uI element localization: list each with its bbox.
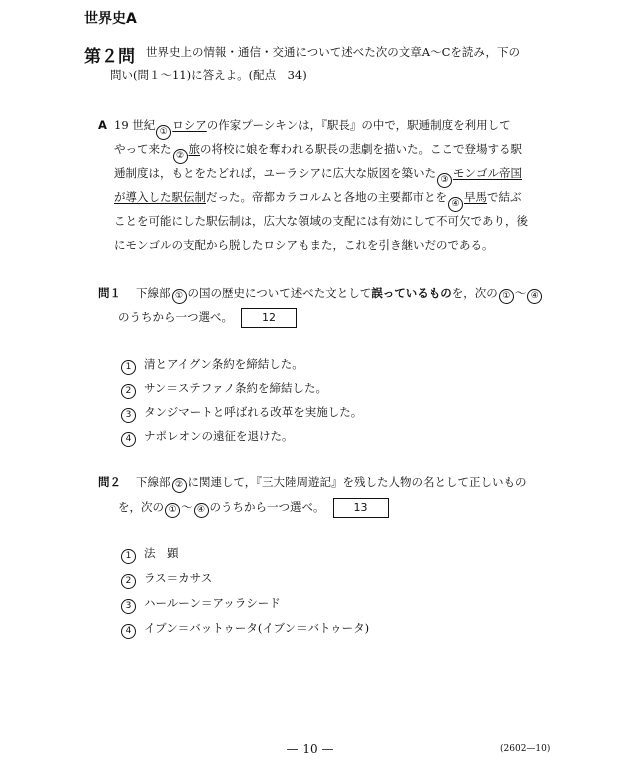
passage-line-4: が導入した駅伝制だった。帝都カラコルムと各地の主要都市とを ④ 早馬で結ぶ <box>114 190 522 212</box>
q1-marker: ① <box>172 289 187 304</box>
subject-heading: 世界史A <box>84 11 137 27</box>
underline-mongol-empire: モンゴル帝国 <box>453 166 522 180</box>
q2-option-4[interactable]: 4 イブン＝バットゥータ(イブン＝バトゥータ) <box>120 620 369 639</box>
q1-answer-box[interactable]: 12 <box>241 308 297 328</box>
page-number: — 10 — <box>286 742 334 756</box>
q2-label: 問２ <box>98 475 121 489</box>
passage-line-1: 19 世紀 ① ロシアの作家プーシキンは，『駅長』の中で，駅逓制度を利用して <box>114 118 511 140</box>
q1-option-1[interactable]: 1 清とアイグン条約を締結した。 <box>120 356 304 375</box>
q1-stem-line2: のうちから一つ選べ。 12 <box>118 308 297 328</box>
underline-travel: 旅 <box>188 142 200 156</box>
q1-option-3[interactable]: 3 タンジマートと呼ばれる改革を実施した。 <box>120 404 362 423</box>
passage-line-6: にモンゴルの支配から脱したロシアもまた，これを引き継いだのである。 <box>114 238 494 252</box>
passage-line-5: ことを可能にした駅伝制は，広大な領域の支配には有効にして不可欠であり，後 <box>114 214 528 228</box>
underline-marker-3: ③ <box>437 173 452 188</box>
question-intro-line1: 世界史上の情報・通信・交通について述べた次の文章A～Cを読み，下の <box>146 45 521 59</box>
underline-relay-system: が導入した駅伝制 <box>114 190 206 204</box>
q1-emphasis: 誤っているもの <box>371 286 452 300</box>
q2-stem-line1: 下線部 ② に関連して，『三大陸周遊記』を残した人物の名として正しいもの <box>136 475 527 493</box>
q1-option-4[interactable]: 4 ナポレオンの遠征を退けた。 <box>120 428 294 447</box>
q2-option-2[interactable]: 2 ラス＝カサス <box>120 570 212 589</box>
underline-marker-2: ② <box>173 149 188 164</box>
underline-marker-4: ④ <box>448 197 463 212</box>
passage-line-2: やって来た ② 旅の将校に娘を奪われる駅長の悲劇を描いた。ここで登場する駅 <box>114 142 522 164</box>
q2-stem-line2: を，次の ① ～ ④ のうちから一つ選べ。 13 <box>118 498 389 518</box>
q1-stem-line1: 下線部 ① の国の歴史について述べた文として誤っているものを，次の ① ～ ④ <box>136 286 543 304</box>
question-intro-line2: 問い(問１～11)に答えよ。(配点 34) <box>110 68 307 82</box>
question-number: 第２問 <box>84 47 135 67</box>
q2-answer-box[interactable]: 13 <box>333 498 389 518</box>
q2-marker: ② <box>172 478 187 493</box>
q2-option-1[interactable]: 1 法 顕 <box>120 545 179 564</box>
passage-line-3: 逓制度は，もとをたどれば，ユーラシアに広大な版図を築いた ③ モンゴル帝国 <box>114 166 522 188</box>
underline-marker-1: ① <box>156 125 171 140</box>
underline-russia: ロシア <box>172 118 207 132</box>
q1-option-2[interactable]: 2 サン＝ステファノ条約を締結した。 <box>120 380 327 399</box>
underline-fast-horse: 早馬 <box>464 190 488 204</box>
passage-label: A <box>98 118 107 132</box>
q1-label: 問１ <box>98 286 121 300</box>
q2-option-3[interactable]: 3 ハールーン＝アッラシード <box>120 595 281 614</box>
document-code: (2602—10) <box>500 744 551 754</box>
